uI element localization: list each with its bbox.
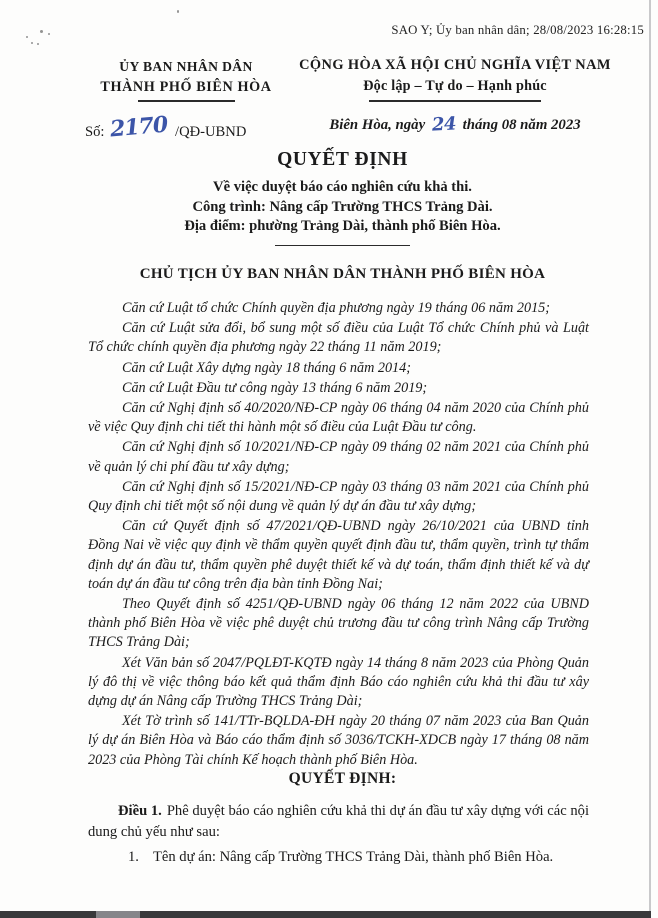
document-subject: Về việc duyệt báo cáo nghiên cứu khả thi. [213,179,472,195]
place-date-line [295,113,615,134]
place-date-suffix: tháng 08 năm 2023 [462,117,581,133]
handwritten-document-number: 2170 [109,111,169,143]
preamble-paragraph: Căn cứ Luật sửa đổi, bổ sung một số điều của Luật Tổ chức Chính phủ và Luật Tổ chức chính quyền địa phương ngày 22 tháng 11 năm 2019; [88,320,589,356]
place-date-prefix: Biên Hòa, ngày [329,117,426,133]
copy-certification-stamp: SAO Y; Ủy ban nhân dân; 28/08/2023 16:28:15 [391,23,644,37]
scan-speck [40,30,43,33]
issuing-authority-block [80,57,292,102]
scan-speck [37,43,39,45]
preamble-paragraph: Căn cứ Nghị định số 15/2021/NĐ-CP ngày 03 tháng 03 năm 2021 của Chính phủ Quy định chi tiết một số nội dung về quản lý dự án đầu tư xây dựng; [88,478,589,515]
document-title: QUYẾT ĐỊNH [277,149,408,170]
document-number-label: Số: [85,124,105,140]
scan-right-edge [649,0,651,911]
preamble-paragraph: Xét Văn bản số 2047/PQLĐT-KQTĐ ngày 14 tháng 8 năm 2023 của Phòng Quản lý đô thị về việc thông báo kết quả thẩm định Báo cáo nghiên cứu khả thi đầu tư xây dựng dự án Nâng cấp Trường THCS Trảng Dài; [88,654,589,710]
document-number-line [85,111,247,143]
preamble-paragraph: Căn cứ Luật tổ chức Chính quyền địa phương ngày 19 tháng 06 năm 2015; [122,300,551,316]
motto-underline [369,100,541,102]
preamble-paragraph: Căn cứ Nghị định số 10/2021/NĐ-CP ngày 09 tháng 02 năm 2021 của Chính phủ về quản lý chi phí đầu tư xây dựng; [88,439,589,475]
issuing-authority-city: THÀNH PHỐ BIÊN HÒA [100,79,272,95]
document-number-suffix: /QĐ-UBND [175,124,247,140]
preamble-paragraph: Căn cứ Nghị định số 40/2020/NĐ-CP ngày 06 tháng 04 năm 2020 của Chính phủ về việc Quy định chi tiết thi hành một số điều của Luật Đầu tư công. [88,400,589,436]
item-number: 1. [128,849,139,865]
title-separator [275,245,410,247]
scan-bottom-edge-highlight [96,911,140,918]
document-title-block [85,149,600,283]
item-text: Tên dự án: Nâng cấp Trường THCS Trảng Dài, thành phố Biên Hòa. [152,849,554,865]
national-title: CỘNG HÒA XÃ HỘI CHỦ NGHĨA VIỆT NAM [299,57,611,73]
national-motto: Độc lập – Tự do – Hạnh phúc [363,78,547,94]
handwritten-day: 24 [431,113,457,136]
scan-speck [177,10,179,13]
scan-speck [31,42,33,44]
article-1-section [88,801,589,868]
preamble-paragraph: Căn cứ Quyết định số 47/2021/QĐ-UBND ngày 26/10/2021 của UBND tỉnh Đồng Nai về việc quy định về thẩm quyền quyết định đầu tư, thẩm quyền, trình tự thẩm định dự án đầu tư, thẩm quyền phê duyệt thiết kế và dự toán, thẩm định thiết kế và dự toán dự án đầu tư công trên địa bàn tỉnh Đồng Nai; [88,518,589,592]
scan-speck [26,36,28,38]
preamble-paragraph: Xét Tờ trình số 141/TTr-BQLDA-ĐH ngày 20 tháng 07 năm 2023 của Ban Quản lý dự án Biên Hòa và Báo cáo thẩm định số 3036/TCKH-XDCB ngày 17 tháng 08 năm 2023 của Phòng Tài chính Kế hoạch thành phố Biên Hòa. [88,713,589,768]
decision-heading: QUYẾT ĐỊNH: [288,770,397,787]
article-1-label: Điều 1. [118,803,162,819]
document-subtitle-group [85,178,600,237]
issuer-line: CHỦ TỊCH ỦY BAN NHÂN DÂN THÀNH PHỐ BIÊN HÒA [139,266,546,283]
article-1-text: Phê duyệt báo cáo nghiên cứu khả thi dự án đầu tư xây dựng với các nội dung chủ yếu như sau: [88,803,590,840]
preamble-paragraph: Theo Quyết định số 4251/QĐ-UBND ngày 06 tháng 12 năm 2022 của UBND thành phố Biên Hòa về việc phê duyệt chủ trương đầu tư công trình Nâng cấp Trường THCS Trảng Dài; [88,596,589,651]
document-project: Công trình: Nâng cấp Trường THCS Trảng Dài. [192,198,493,215]
national-header-block [292,55,618,102]
preamble-paragraph: Căn cứ Luật Xây dựng ngày 18 tháng 6 năm 2014; [122,359,411,376]
authority-underline [138,100,235,102]
preamble-section [88,299,589,771]
issuing-authority-name: ỦY BAN NHÂN DÂN [119,59,253,74]
document-location: Địa điểm: phường Trảng Dài, thành phố Biên Hòa. [184,218,501,234]
preamble-paragraph: Căn cứ Luật Đầu tư công ngày 13 tháng 6 năm 2019; [122,379,428,396]
article-1-item-1 [88,847,589,868]
scan-speck [48,33,50,35]
article-1-paragraph [88,801,589,842]
